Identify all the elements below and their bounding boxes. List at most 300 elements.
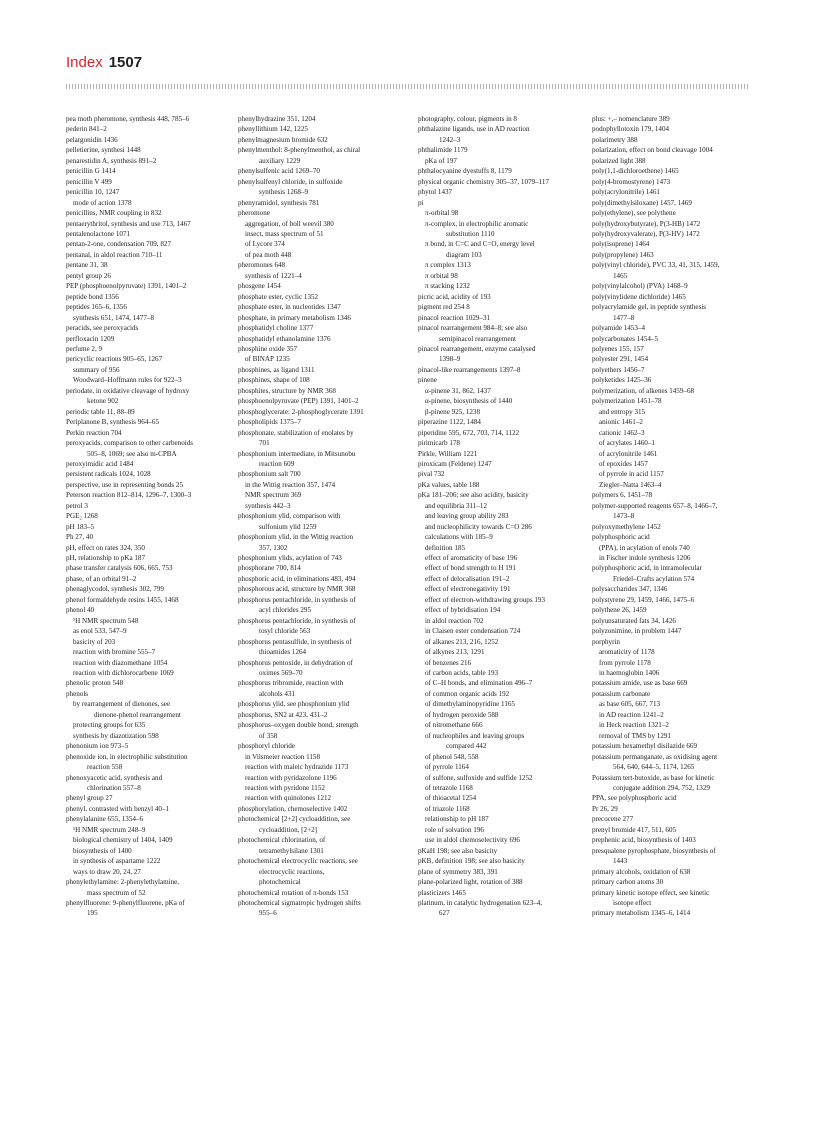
index-entry: polymerization, of alkenes 1459–68	[592, 386, 695, 395]
index-entry: phthalazine ligands, use in AD reaction	[418, 125, 530, 134]
index-entry: phosphorus ylid, see phosphonium ylid	[238, 700, 350, 709]
index-entry: effect of bond strength to H 191	[425, 564, 516, 573]
index-entry: phenylmenthol: 8-phenylmenthol, as chiral	[238, 146, 361, 155]
index-entry: polyamide 1453–4	[592, 324, 645, 333]
index-entry: penicillin 10, 1247	[66, 188, 120, 197]
index-entry: phenylfluorene: 9-phenylfluorene, pKa of	[66, 898, 185, 907]
index-entry: poly(isoprene) 1464	[592, 240, 650, 249]
index-entry: polyketides 1425–36	[592, 376, 652, 385]
index-entry: ¹H NMR spectrum 248–9	[73, 825, 146, 834]
index-entry: photochemical sigmatropic hydrogen shifts	[238, 898, 361, 907]
index-entry: tosyl chloride 563	[259, 627, 311, 636]
index-entry: phosgene 1454	[238, 282, 281, 291]
index-entry: primary carbon atoms 30	[592, 878, 664, 887]
index-entry: semipinacol rearrangement	[439, 334, 517, 343]
index-entry: persistent radicals 1024, 1028	[66, 470, 151, 479]
index-entry: piperidine 595, 672, 703, 714, 1122	[418, 428, 520, 437]
index-entry: phenol formaldehyde resins 1455, 1468	[66, 595, 179, 604]
index-column-4	[592, 114, 754, 919]
index-entry: basicity of 203	[73, 637, 116, 646]
index-entry: conjugate addition 294, 752, 1329	[613, 784, 710, 792]
index-entry: photography, colour, pigments in 8	[418, 115, 517, 123]
index-entry: periodate, in oxidative cleavage of hydroxy	[66, 386, 190, 395]
index-entry: pKa of 197	[425, 156, 457, 165]
index-entry: phosphonium ylids, acylation of 743	[238, 554, 342, 563]
index-entry: of thioacetal 1254	[425, 794, 477, 803]
index-entry: peroxyacids, comparison to other carbenoids	[66, 439, 194, 448]
index-entry: sulfonium ylid 1259	[259, 522, 317, 531]
index-entry: polyphosphoric acid	[592, 533, 650, 542]
index-entry: polarization, effect on bond cleavage 1004	[592, 146, 713, 155]
index-entry: cationic 1462–3	[599, 428, 645, 437]
index-entry: NMR spectrum 369	[245, 491, 302, 500]
index-entry: polyoxymethylene 1452	[592, 522, 661, 531]
index-entry: polystyrene 29, 1459, 1466, 1475–6	[592, 595, 695, 604]
index-entry: chlorination 557–8	[87, 784, 141, 792]
index-entry: (PPA), in acylation of enols 740	[599, 543, 690, 552]
index-entry: phosphine oxide 357	[238, 344, 298, 353]
index-entry: penarestidin A, synthesis 891–2	[66, 156, 157, 165]
index-entry: removal of TMS by 1291	[599, 731, 671, 740]
index-entry: reaction with maleic hydrazide 1173	[245, 763, 349, 772]
index-entry: phosphines, as ligand 1311	[238, 365, 315, 374]
index-entry: phenylalanine 655, 1354–6	[66, 815, 144, 824]
index-entry: pirimicarb 178	[418, 439, 460, 448]
index-entry: pentaerythritol, synthesis and use 713, 1467	[66, 219, 191, 228]
index-entry: as base 605, 667, 713	[599, 700, 661, 709]
index-entry: ways to draw 20, 24, 27	[73, 867, 141, 876]
index-entry: phase transfer catalysis 606, 665, 753	[66, 564, 173, 573]
index-entry: poly(dimethylsiloxane) 1457, 1469	[592, 198, 692, 207]
index-entry: electrocyclic reactions,	[259, 867, 325, 876]
index-entry: and equilibria 311–12	[425, 501, 487, 510]
index-entry: penicillin G 1414	[66, 167, 116, 176]
index-entry: 1443	[613, 857, 628, 866]
index-entry: and leaving group ability 283	[425, 512, 509, 521]
index-entry: of epoxides 1457	[599, 459, 648, 468]
index-entry: effect of electronegativity 191	[425, 585, 511, 594]
index-entry: poly(acrylonitrile) 1461	[592, 188, 660, 197]
index-entry: phosphate ester, in nucleotides 1347	[238, 303, 341, 312]
index-entry: photochemical	[259, 878, 301, 887]
index-entry: polycarbonates 1454–5	[592, 334, 658, 343]
index-entry: pelargonidin 1436	[66, 135, 118, 144]
index-entry: synthesis of 1221–4	[245, 271, 302, 280]
index-entry: 1465	[613, 271, 628, 280]
index-entry: poly(hydroxyvalerate), P(3-HV) 1472	[592, 229, 700, 238]
index-entry: poly(vinylidene dichloride) 1465	[592, 292, 686, 301]
index-entry: biosynthesis of 1400	[73, 846, 132, 855]
index-entry: as enol 533, 547–9	[73, 627, 127, 636]
index-entry: polymer-supported reagents 657–8, 1466–7,	[592, 501, 718, 510]
index-entry: precocene 277	[592, 815, 634, 824]
index-entry: π-orbital 98	[425, 209, 459, 218]
index-entry: PGE₂ 1268	[66, 512, 98, 521]
index-entry: reaction with bromine 555–7	[73, 648, 156, 657]
index-entry: 1398–9	[439, 355, 461, 364]
index-entry: in synthesis of aspartame 1222	[73, 857, 161, 866]
index-entry: phosphines, shape of 108	[238, 376, 310, 385]
index-entry: pH 183–5	[66, 522, 95, 531]
index-entry: of phenol 548, 558	[425, 752, 479, 761]
index-entry: pentyl group 26	[66, 271, 111, 280]
index-entry: potassium permanganate, as oxidising agent	[592, 752, 718, 761]
index-entry: α-pinene 31, 862, 1437	[425, 386, 491, 395]
index-entry: phenyllithium 142, 1225	[238, 125, 308, 134]
index-entry: Pirkle, William 1221	[418, 449, 478, 458]
index-entry: PEP (phosphoenolpyruvate) 1391, 1401–2	[66, 282, 187, 291]
index-entry: π bond, in C=C and C=O, energy level	[425, 240, 535, 249]
index-entry: pKB, definition 198; see also basicity	[418, 857, 525, 866]
index-entry: acyl chlorides 295	[259, 606, 312, 615]
index-entry: polarimetry 388	[592, 135, 638, 144]
header-word: Index	[66, 54, 103, 71]
index-entry: phenylethylamine: 2-phenylethylamine,	[66, 878, 180, 887]
index-entry: picric acid, acidity of 193	[418, 292, 491, 301]
index-entry: perspective, use in representing bonds 25	[66, 480, 184, 489]
index-entry: of nitromethane 666	[425, 721, 483, 730]
index-entry: in AD reaction 1241–2	[599, 710, 664, 719]
index-entry: auxiliary 1229	[259, 156, 301, 165]
index-entry: pival 732	[418, 470, 445, 479]
index-entry: α-pinene, biosynthesis of 1440	[425, 397, 513, 406]
index-entry: use in aldol chemoselectivity 696	[425, 836, 520, 845]
index-entry: polythene 26, 1459	[592, 606, 647, 615]
page-number: 1507	[108, 54, 143, 71]
index-entry: aromaticity of 1178	[599, 648, 655, 657]
index-entry: petrol 3	[66, 501, 88, 510]
index-entry: pentane 31, 38	[66, 261, 108, 270]
index-column-3	[418, 114, 580, 919]
index-entry: peroxyimidic acid 1484	[66, 459, 134, 468]
index-entry: poly(hydroxybutyrate), P(3-HB) 1472	[592, 219, 701, 228]
index-entry: Ph 27, 40	[66, 533, 93, 542]
index-entry: of acrylates 1460–1	[599, 439, 655, 448]
index-entry: of BINAP 1235	[245, 355, 290, 364]
index-entry: effect of electron-withdrawing groups 193	[425, 595, 546, 604]
index-entry: of alkanes 213, 216, 1252	[425, 637, 499, 646]
index-entry: from pyrrole 1178	[599, 658, 651, 667]
index-entry: pentanal, in aldol reaction 710–11	[66, 250, 163, 259]
index-entry: platinum, in catalytic hydrogenation 623–4,	[418, 898, 543, 907]
index-entry: perfume 2, 9	[66, 344, 103, 353]
index-entry: effect of hybridisation 194	[425, 606, 501, 615]
index-entry: reaction with dichlorocarbene 1069	[73, 669, 174, 678]
index-entry: 564, 640, 644–5, 1174, 1265	[613, 763, 695, 772]
index-entry: poly(4-bromostyrene) 1473	[592, 177, 671, 186]
index-entry: phenyramidol, synthesis 781	[238, 198, 320, 207]
index-entry: phosphorus tribromide, reaction with	[238, 679, 344, 688]
index-entry: Friedel–Crafts acylation 574	[613, 574, 695, 583]
index-entry: summary of 956	[73, 365, 120, 374]
index-entry: Peterson reaction 812–814, 1296–7, 1300–3	[66, 491, 192, 500]
index-entry: phenylsulfenyl chloride, in sulfoxide	[238, 177, 343, 186]
index-entry: π stacking 1232	[425, 282, 470, 291]
index-entry: pinacol-like rearrangements 1397–8	[418, 365, 521, 374]
index-entry: of pyrrole in acid 1157	[599, 470, 664, 479]
index-entry: π complex 1313	[425, 261, 471, 270]
index-entry: definition 185	[425, 543, 465, 552]
index-entry: primary kinetic isotope effect, see kinetic	[592, 888, 710, 897]
index-entry: phosphoryl chloride	[238, 742, 295, 751]
index-entry: ketone 902	[87, 397, 119, 406]
index-entry: phosphatidyl choline 1377	[238, 324, 314, 333]
index-entry: phosphonium intermediate, in Mitsunobu	[238, 449, 356, 458]
index-entry: phosphorus pentachloride, in synthesis of	[238, 595, 356, 604]
index-entry: pericyclic reactions 905–65, 1267	[66, 355, 163, 364]
index-entry: effect of aromaticity of base 196	[425, 554, 518, 563]
index-entry: isotope effect	[613, 898, 652, 907]
index-entry: phosphonium salt 700	[238, 470, 301, 479]
index-entry: phenonium ion 973–5	[66, 742, 129, 751]
index-entry: synthesis 651, 1474, 1477–8	[73, 313, 154, 322]
index-entry: plane of symmetry 383, 391	[418, 867, 498, 876]
index-entry: porphyrin	[592, 637, 620, 646]
index-entry: polyzonimine, in problem 1447	[592, 627, 682, 636]
index-entry: polyunsaturated fats 34, 1426	[592, 616, 676, 625]
index-entry: perfloxacin 1209	[66, 334, 115, 343]
index-entry: aggregation, of boll weevil 380	[245, 219, 334, 228]
index-entry: phosphorus pentachloride, in synthesis of	[238, 616, 356, 625]
index-entry: podophyllotoxin 179, 1404	[592, 125, 670, 134]
index-entry: polarized light 388	[592, 156, 646, 165]
index-entry: pH, effect on rates 324, 350	[66, 543, 145, 552]
index-entry: 1477–8	[613, 313, 635, 322]
index-entry: pKa values, table 188	[418, 480, 480, 489]
index-entry: of common organic acids 192	[425, 689, 510, 698]
index-entry: synthesis 1268–9	[259, 188, 309, 197]
index-entry: phenaglycodol, synthesis 302, 799	[66, 585, 164, 594]
index-entry: pinacol reaction 1029–31	[418, 313, 491, 322]
index-entry: phytol 1437	[418, 188, 453, 197]
index-entry: phenyl, contrasted with benzyl 40–1	[66, 804, 170, 813]
index-entry: piperazine 1122, 1484	[418, 418, 481, 427]
index-entry: 357, 1302	[259, 543, 288, 552]
index-entry: of 358	[259, 731, 278, 740]
index-entry: periodic table 11, 88–89	[66, 407, 135, 416]
index-entry: of carbon acids, table 193	[425, 669, 499, 678]
index-entry: polyenes 155, 157	[592, 344, 644, 353]
index-entry: calculations with 185–9	[425, 533, 493, 542]
index-entry: peptide bond 1356	[66, 292, 119, 301]
index-entry: prephenic acid, biosynthesis of 1403	[592, 836, 696, 845]
index-entry: synthesis 442–3	[245, 501, 291, 510]
index-entry: presqualene pyrophosphate, biosynthesis of	[592, 846, 716, 855]
index-entry: plane-polarized light, rotation of 388	[418, 878, 523, 887]
index-entry: alcohols 431	[259, 689, 296, 698]
index-entry: primary metabolism 1345–6, 1414	[592, 909, 691, 918]
index-entry: insect, mass spectrum of 51	[245, 229, 324, 238]
index-entry: pentalenolactone 1071	[66, 229, 131, 238]
index-entry: poly(vinyl chloride), PVC 33, 41, 315, 1459,	[592, 261, 720, 270]
index-entry: phosphatidyl ethanolamine 1376	[238, 334, 331, 343]
index-entry: of Lycore 374	[245, 240, 285, 249]
index-entry: of hydrogen peroxide 588	[425, 710, 499, 719]
index-entry: polysaccharides 347, 1346	[592, 585, 668, 594]
index-entry: 505–8, 1069; see also m-CPBA	[87, 449, 177, 458]
index-entry: reaction 558	[87, 763, 123, 772]
index-entry: cycloaddition, [2+2]	[259, 825, 317, 834]
index-entry: piroxicam (Feldene) 1247	[418, 459, 492, 468]
index-entry: 1242–3	[439, 135, 461, 144]
index-entry: reaction with diazomethane 1054	[73, 658, 168, 667]
index-entry: relationship to pH 187	[425, 815, 489, 824]
index-entry: by rearrangement of dienones, see	[73, 700, 171, 709]
index-entry: pi	[418, 198, 424, 207]
index-entry: phosphorus pentoxide, in dehydration of	[238, 658, 353, 667]
index-entry: 627	[439, 909, 450, 918]
index-entry: in Heck reaction 1321–2	[599, 721, 669, 730]
index-entry: phenol 40	[66, 606, 95, 615]
index-entry: phosphorane 700, 814	[238, 564, 301, 573]
index-entry: Perkin reaction 704	[66, 428, 122, 437]
index-entry: Woodward–Hoffmann rules for 922–3	[73, 376, 182, 385]
index-entry: polyethers 1456–7	[592, 365, 645, 374]
index-entry: of dimethylaminopyridine 1165	[425, 700, 515, 709]
index-entry: plasticizers 1465	[418, 888, 466, 897]
index-entry: reaction with pyridazolone 1196	[245, 773, 337, 782]
index-entry: 701	[259, 439, 270, 448]
index-entry: phosphorylation, chemoselective 1402	[238, 804, 348, 813]
index-entry: pKa 181–206; see also acidity, basicity	[418, 491, 529, 500]
index-entry: compared 442	[446, 742, 487, 751]
index-entry: π-complex, in electrophilic aromatic	[425, 219, 529, 228]
index-entry: phthalimide 1179	[418, 146, 468, 155]
index-entry: pea moth pheromone, synthesis 448, 785–6	[66, 115, 190, 123]
index-entry: Ziegler–Natta 1463–4	[599, 480, 662, 489]
index-entry: β-pinene 925, 1238	[425, 407, 481, 416]
index-column-1	[66, 114, 228, 919]
index-entry: phenoxyacetic acid, synthesis and	[66, 773, 163, 782]
index-entry: phosphoenolpyruvate (PEP) 1391, 1401–2	[238, 397, 359, 406]
index-entry: in Claisen ester condensation 724	[425, 627, 521, 636]
index-entry: oximes 569–70	[259, 669, 303, 678]
index-entry: ¹H NMR spectrum 548	[73, 616, 139, 625]
index-entry: pheromones 648	[238, 261, 286, 270]
index-entry: poly(propylene) 1463	[592, 250, 654, 259]
index-entry: of nucleophiles and leaving groups	[425, 731, 525, 740]
index-entry: in aldol reaction 702	[425, 616, 484, 625]
index-entry: polyester 291, 1454	[592, 355, 649, 364]
index-entry: role of solvation 196	[425, 825, 484, 834]
index-entry: potassium hexamethyl disilazide 669	[592, 742, 698, 751]
index-entry: physical organic chemistry 305–37, 1079–117	[418, 177, 550, 186]
index-entry: phosphorus–oxygen double bond, strength	[238, 721, 359, 730]
running-header	[66, 54, 142, 71]
index-entry: mode of action 1378	[73, 198, 132, 207]
index-entry: polymers 6, 1451–78	[592, 491, 653, 500]
index-entry: photochemical [2+2] cycloaddition, see	[238, 815, 351, 824]
index-entry: photochemical rotation of π-bonds 153	[238, 888, 349, 897]
index-entry: mass spectrum of 52	[87, 888, 146, 897]
index-entry: of benzenes 216	[425, 658, 472, 667]
index-entry: of sulfone, sulfoxide and sulfide 1252	[425, 773, 533, 782]
index-entry: biological chemistry of 1404, 1409	[73, 836, 173, 845]
index-entry: of pea moth 448	[245, 250, 292, 259]
index-entry: in haemoglobin 1406	[599, 669, 660, 678]
index-entry: poly(ethylene), see polythene	[592, 209, 676, 218]
index-entry: dienone-phenol rearrangement	[94, 710, 181, 719]
index-entry: photochemical chlorination, of	[238, 836, 326, 845]
index-entry: pinacol rearrangement 984–8; see also	[418, 324, 528, 333]
index-entry: reaction 609	[259, 459, 295, 468]
header-rule	[66, 84, 750, 89]
index-entry: phosphoglycerate: 2-phosphoglycerate 1391	[238, 407, 364, 416]
index-entry: Periplanone B, synthesis 964–65	[66, 418, 160, 427]
index-entry: 1473–8	[613, 512, 635, 521]
index-entry: reaction with pyridone 1152	[245, 784, 325, 792]
index-entry: of acrylonitrile 1461	[599, 449, 658, 458]
index-entry: phosphate ester, cyclic 1352	[238, 292, 319, 301]
index-entry: phosphorus, SN2 at 423, 431–2	[238, 710, 328, 719]
index-entry: protecting groups for 635	[73, 721, 146, 730]
index-entry: and entropy 315	[599, 407, 646, 416]
index-entry: phenyl group 27	[66, 794, 113, 803]
index-entry: peracids, see peroxyacids	[66, 324, 139, 333]
index-entry: penicillin V 499	[66, 177, 112, 186]
index-entry: phthalocyanine dyestuffs 8, 1179	[418, 167, 512, 176]
index-entry: poly(1,1-dichloroethene) 1465	[592, 167, 679, 176]
index-entry: diagram 103	[446, 250, 482, 259]
index-entry: potassium carbonate	[592, 689, 651, 698]
index-entry: in Vilsmeier reaction 1158	[245, 752, 321, 761]
index-entry: phenylmagnesium bromide 632	[238, 135, 328, 144]
index-entry: phosphorous acid, structure by NMR 368	[238, 585, 356, 594]
index-entry: and nucleophilicity towards C=O 286	[425, 522, 532, 531]
index-entry: pH, relationship to pKa 187	[66, 554, 146, 563]
index-entry: potassium amide, use as base 669	[592, 679, 688, 688]
index-entry: phenylsulfenic acid 1269–70	[238, 167, 320, 176]
index-entry: pKaH 198; see also basicity	[418, 846, 498, 855]
index-entry: pinacol rearrangement, enzyme catalysed	[418, 344, 536, 353]
index-entry: of triazole 1168	[425, 804, 470, 813]
index-entry: of pyrrole 1164	[425, 763, 469, 772]
index-entry: anionic 1461–2	[599, 418, 643, 427]
index-entry: pentan-2-one, condensation 709, 827	[66, 240, 171, 249]
index-entry: pheromone	[238, 209, 270, 218]
index-column-2	[238, 114, 400, 919]
index-entry: tetramethylsilane 1301	[259, 846, 324, 855]
index-entry: 195	[87, 909, 98, 918]
index-entry: peptides 165–6, 1356	[66, 303, 127, 312]
index-entry: phenols	[66, 689, 89, 698]
index-entry: poly(vinylalcohol) (PVA) 1468–9	[592, 282, 688, 291]
index-entry: substitution 1110	[446, 229, 495, 238]
index-entry: polyphosphoric acid, in intramolecular	[592, 564, 702, 573]
index-entry: penicillins, NMR coupling in 832	[66, 209, 162, 218]
index-entry: polymerization 1451–78	[592, 397, 662, 406]
index-entry: photochemical electrocyclic reactions, see	[238, 857, 358, 866]
index-entry: PPA, see polyphosphoric acid	[592, 794, 677, 803]
index-entry: polyacrylamide gel, in peptide synthesis	[592, 303, 707, 312]
index-entry: of alkynes 213, 1291	[425, 648, 485, 657]
index-entry: phosphorus pentasulfide, in synthesis of	[238, 637, 352, 646]
index-entry: of C–H bonds, and elimination 496–7	[425, 679, 533, 688]
index-entry: pigment red 254 8	[418, 303, 470, 312]
index-entry: phase, of an orbital 91–2	[66, 574, 137, 583]
index-entry: Potassium tert-butoxide, as base for kinetic	[592, 773, 715, 782]
index-entry: thioamides 1264	[259, 648, 307, 657]
index-entry: primary alcohols, oxidation of 638	[592, 867, 691, 876]
index-entry: pederin 841–2	[66, 125, 107, 134]
index-entry: prenyl bromide 417, 511, 605	[592, 825, 677, 834]
index-entry: phospholipids 1375–7	[238, 418, 301, 427]
index-entry: 955–6	[259, 909, 277, 918]
index-entry: phenolic proton 548	[66, 679, 124, 688]
index-entry: of tetrazole 1168	[425, 784, 473, 792]
index-entry: Pr 26, 29	[592, 804, 618, 813]
index-entry: plus: +,– nomenclature 389	[592, 115, 670, 123]
